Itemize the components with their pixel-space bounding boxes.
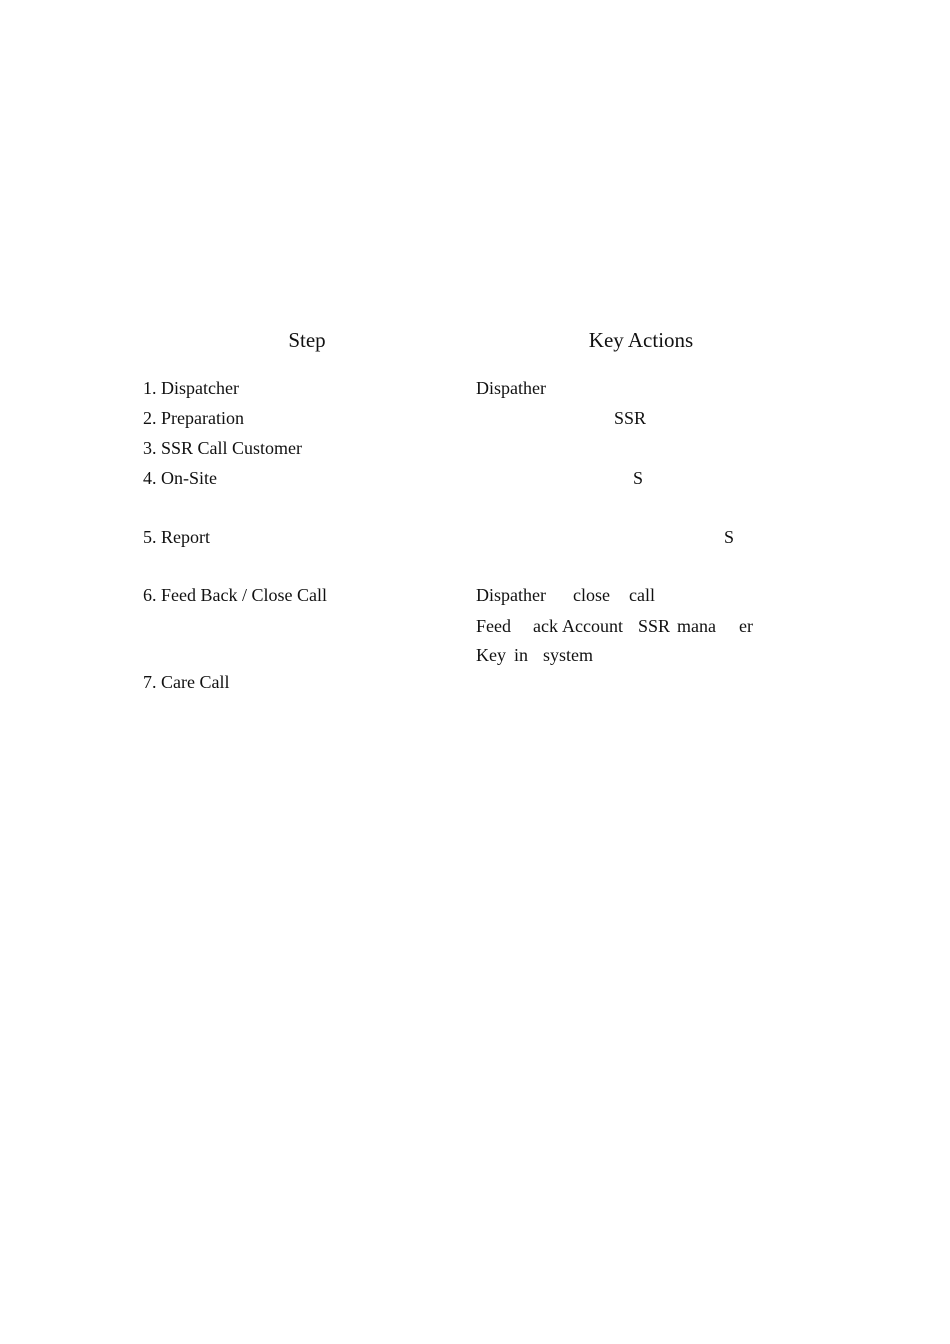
step-1-label: 1. Dispatcher — [143, 378, 239, 398]
action-row6-call: call — [629, 585, 655, 605]
step-2-label: 2. Preparation — [143, 408, 244, 428]
action-row5-text: S — [724, 527, 735, 547]
step-7-label: 7. Care Call — [143, 672, 230, 692]
action-row6-er: er — [739, 616, 753, 636]
action-row6-ssr: SSR — [638, 616, 671, 636]
action-row6-close: close — [573, 585, 610, 605]
action-row2-text: SSR — [614, 408, 647, 428]
action-row1-text: Dispather — [476, 378, 546, 398]
step-3-label: 3. SSR Call Customer — [143, 438, 303, 458]
step-4-label: 4. On-Site — [143, 468, 217, 488]
action-row6-feed: Feed — [476, 616, 511, 636]
step-5-label: 5. Report — [143, 527, 210, 547]
action-row6-system: system — [543, 645, 594, 665]
action-row6-in: in — [514, 645, 529, 665]
action-row6-key: Key — [476, 645, 506, 665]
action-row6-account: Account — [562, 616, 623, 636]
action-row6-mana: mana — [677, 616, 716, 636]
action-row6-ack: ack — [533, 616, 558, 636]
step-6-label: 6. Feed Back / Close Call — [143, 585, 327, 605]
action-row4-text: S — [633, 468, 644, 488]
column-header-key-actions: Key Actions — [588, 328, 694, 352]
action-row6-dispather: Dispather — [476, 585, 546, 605]
column-header-step: Step — [288, 328, 326, 352]
